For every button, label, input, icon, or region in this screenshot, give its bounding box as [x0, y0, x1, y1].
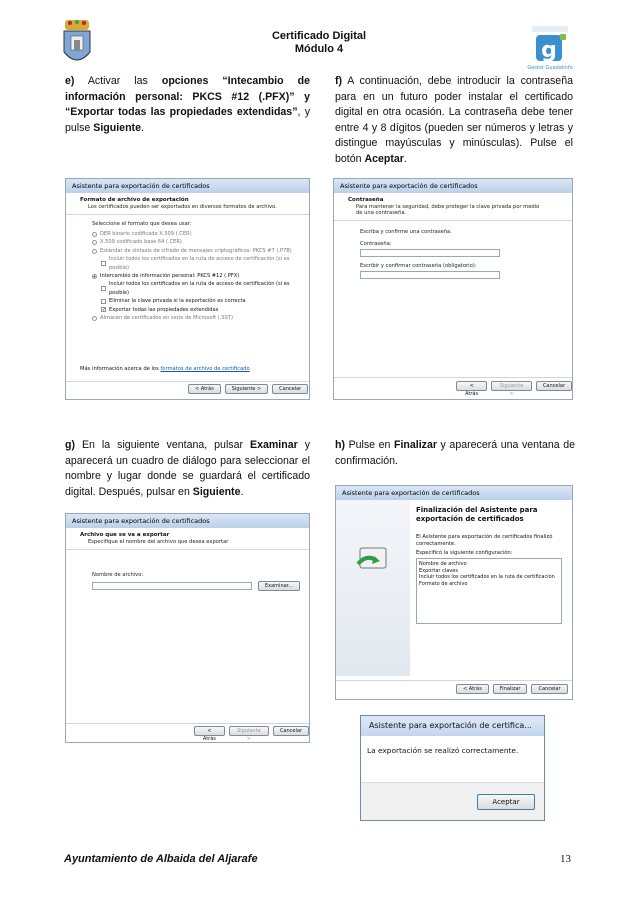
confirm-label: Escribir y confirmar contraseña (obligatorio):	[360, 263, 477, 269]
bold-text: Siguiente	[93, 121, 141, 134]
finish-heading: Finalización del Asistente para exportación de certificados	[416, 506, 538, 523]
bold-text: Siguiente	[192, 485, 241, 498]
step-f-text	[335, 74, 573, 168]
browse-button[interactable]: Examinar...	[258, 581, 300, 591]
back-button[interactable]: < Atrás	[194, 726, 225, 736]
page-header	[0, 30, 638, 56]
text: y aparecerá una ventana de confirmación.	[335, 439, 575, 467]
section-subtitle: Los certificados pueden ser exportados en diversos formatos de archivo.	[88, 204, 277, 210]
next-button[interactable]: Siguiente >	[229, 726, 269, 736]
text: Pulse en	[345, 439, 394, 451]
bold-text: Aceptar	[364, 152, 404, 165]
step-letter: g)	[65, 439, 75, 451]
window-title: Asistente para exportación de certificados	[336, 486, 572, 500]
back-button[interactable]: < Atrás	[188, 384, 221, 394]
back-button[interactable]: < Atrás	[456, 684, 489, 694]
section-subtitle: Para mantener la seguridad, debe proteger la clave privada por medio de una contraseña.	[356, 204, 540, 216]
text: .	[240, 485, 244, 498]
password-input[interactable]	[360, 249, 500, 257]
settings-label: Especificó la siguiente configuración:	[416, 550, 513, 556]
step-g-text	[65, 438, 310, 500]
page-number: 13	[560, 853, 571, 865]
more-info: Más información acerca de los formatos de archivo de certificado	[80, 366, 250, 372]
confirmation-dialog	[360, 715, 545, 821]
format-prompt: Seleccione el formato que desea usar:	[92, 221, 192, 227]
option-pkcs12-include[interactable]: Incluir todos los certificados en la ruta de acceso de certificación (si es posible)	[92, 280, 301, 297]
option-der[interactable]: DER binario codificado X.509 (.CER)	[92, 230, 301, 238]
text: .	[140, 121, 144, 134]
finish-button[interactable]: Finalizar	[493, 684, 528, 694]
cancel-button[interactable]: Cancelar	[531, 684, 567, 694]
svg-text:g: g	[541, 38, 557, 63]
step-letter: h)	[335, 439, 345, 451]
password-prompt: Escriba y confirme una contraseña.	[360, 229, 452, 235]
back-button[interactable]: < Atrás	[456, 381, 487, 391]
option-pkcs7[interactable]: Estándar de sintaxis de cifrado de mensajes criptográficos: PKCS #7 (.P7B)	[92, 247, 301, 255]
certificate-icon	[354, 540, 394, 576]
filename-label: Nombre de archivo:	[92, 572, 144, 578]
section-title: Contraseña	[348, 197, 384, 203]
header-title: Certificado Digital	[271, 30, 367, 42]
cancel-button[interactable]: Cancelar	[272, 384, 308, 394]
step-h-text	[335, 438, 575, 469]
svg-text:Gestor Guadalinfo: Gestor Guadalinfo	[527, 65, 573, 71]
bold-text: Finalizar	[394, 439, 437, 451]
bold-text: Examinar	[250, 439, 298, 451]
next-button[interactable]: Siguiente >	[225, 384, 268, 394]
option-delete-key[interactable]: Eliminar la clave privada si la exportación es correcta	[92, 297, 301, 305]
text: Activar las	[74, 75, 162, 87]
section-subtitle: Especifique el nombre del archivo que desea exportar	[88, 539, 229, 545]
step-e-text	[65, 74, 310, 136]
footer-text: Ayuntamiento de Albaida del Aljarafe	[64, 853, 258, 865]
window-title: Asistente para exportación de certificados	[66, 514, 309, 528]
finish-window	[335, 485, 573, 700]
settings-item: Exportar claves	[419, 567, 458, 574]
password-window	[333, 178, 573, 400]
ok-button[interactable]: Aceptar	[477, 794, 535, 810]
text: A continuación, debe introducir la contraseña para en un futuro poder instalar el certificado digital en otra ocasión. La contraseña debe tener entre 4 y 8 dígitos (pueden ser números y letras y distingue mayúsculas y minúsculas). Pulse el botón	[335, 75, 573, 165]
window-title: Asistente para exportación de certificados	[334, 179, 572, 193]
text: , y pulse	[65, 106, 310, 134]
file-export-window	[65, 513, 310, 743]
window-title: Asistente para exportación de certificados	[66, 179, 309, 193]
option-sst[interactable]: Almacén de certificados en serie de Microsoft (.SST)	[92, 314, 301, 322]
confirm-password-input[interactable]	[360, 271, 500, 279]
option-export-extended[interactable]: ✓ Exportar todas las propiedades extendidas	[102, 306, 219, 314]
filename-input[interactable]	[92, 582, 252, 590]
section-title: Archivo que se va a exportar	[80, 532, 170, 538]
password-label: Contraseña:	[360, 241, 392, 247]
step-letter: e)	[65, 75, 75, 87]
dialog-message: La exportación se realizó correctamente.	[367, 746, 519, 755]
text: y aparecerá un cuadro de diálogo para seleccionar el nombre y lugar donde se guardará el certificado digital. Después, pulsar en	[65, 439, 310, 498]
header-subtitle: Módulo 4	[294, 43, 344, 55]
formats-link[interactable]: formatos de archivo de certificado	[160, 366, 250, 372]
text: .	[403, 152, 407, 165]
option-pkcs12[interactable]: Intercambio de información personal: PKCS #12 (.PFX)	[92, 272, 301, 280]
settings-item: Nombre de archivo	[419, 561, 467, 567]
option-pkcs7-include[interactable]: Incluir todos los certificados en la ruta de acceso de certificación (si es posible)	[92, 255, 301, 272]
cancel-button[interactable]: Cancelar	[273, 726, 309, 736]
wizard-side-panel	[336, 500, 410, 676]
section-title: Formato de archivo de exportación	[80, 197, 189, 203]
option-base64[interactable]: X.509 codificado base 64 (.CER)	[92, 238, 301, 246]
next-button[interactable]: Siguiente >	[491, 381, 532, 391]
settings-list[interactable]	[416, 558, 562, 624]
cancel-button[interactable]: Cancelar	[536, 381, 572, 391]
bold-text: opciones “Intecambio de información personal: PKCS #12 (.PFX)” y “Exportar todas las propiedades extendidas”	[65, 75, 310, 119]
export-format-window	[65, 178, 310, 400]
dialog-title: Asistente para exportación de certifica...	[361, 716, 544, 736]
settings-item: Formato de archivo	[419, 580, 468, 587]
settings-item: Incluir todos los certificados en la ruta de certificación	[419, 574, 555, 580]
step-letter: f)	[335, 75, 343, 87]
text: En la siguiente ventana, pulsar	[75, 439, 251, 451]
finish-text: El Asistente para exportación de certificados finalizó correctamente.	[416, 534, 553, 547]
